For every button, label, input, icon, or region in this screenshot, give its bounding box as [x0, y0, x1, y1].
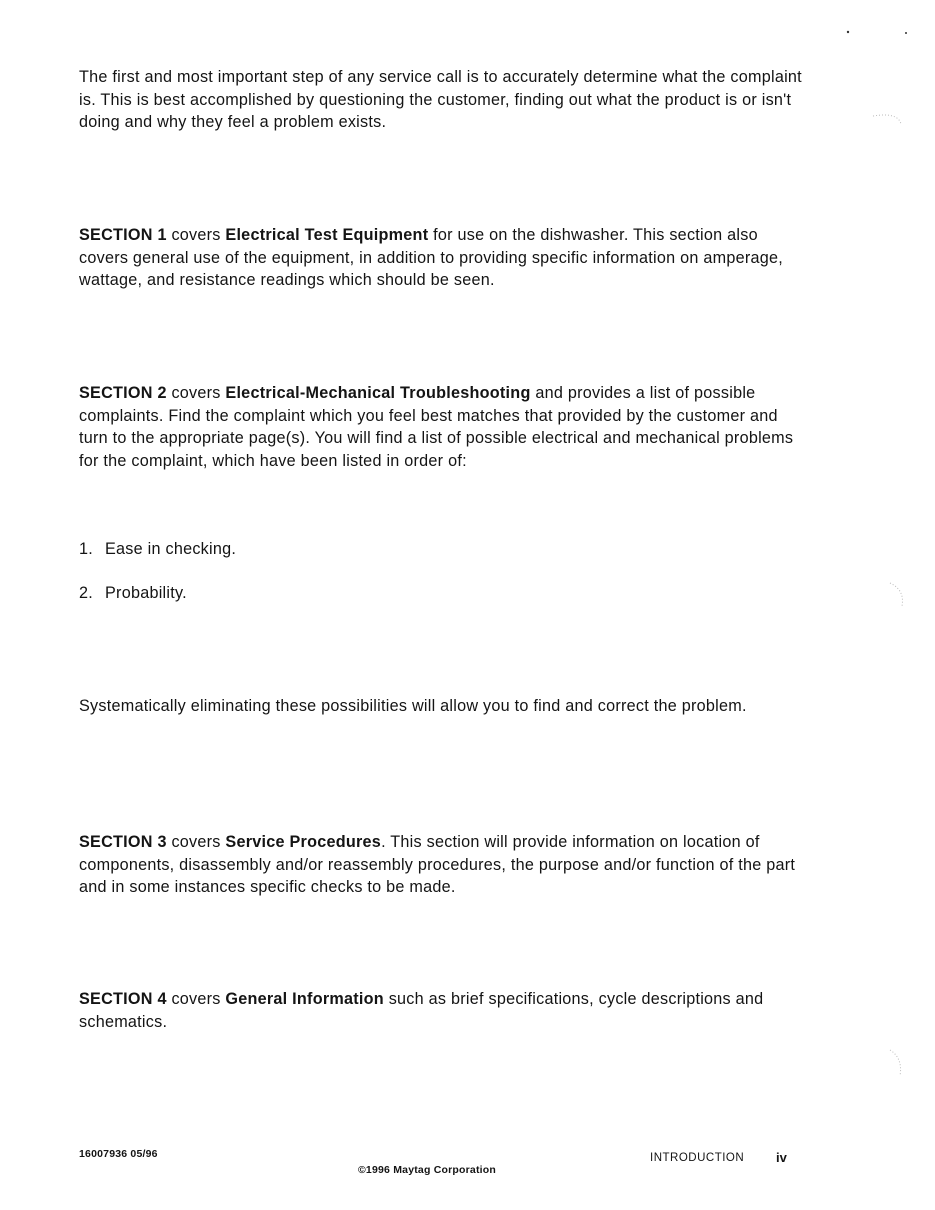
section-1-text: for use on the dishwasher. This section also covers general use of the equipment, in addition to providing specific information on amperage, wattage, and resistance readings which should be seen. — [79, 226, 784, 289]
section-4-text: such as brief specifications, cycle descriptions and schematics. — [79, 990, 764, 1031]
section-4-label: SECTION 4 — [79, 990, 167, 1008]
section-2-verb: covers — [166, 384, 226, 402]
intro-paragraph: The first and most important step of any service call is to accurately determine what the complaint is. This is best accomplished by questioning the customer, finding out what the product is or isn't doing and why they feel a problem exists. — [79, 68, 802, 131]
list-item-number: 1. — [79, 540, 94, 558]
section-3-text: . This section will provide information on location of components, disassembly and/or reassembly procedures, the purpose and/or function of the part and in some instances specific checks to be made. — [79, 833, 796, 896]
footer-section-name: INTRODUCTION — [650, 1152, 745, 1164]
footer-doc-number: 16007936 05/96 — [79, 1148, 158, 1160]
conclusion-paragraph: Systematically eliminating these possibilities will allow you to find and correct the problem. — [79, 697, 747, 715]
list-item-text: Probability. — [105, 584, 187, 602]
section-1-verb: covers — [166, 226, 226, 244]
list-item-text: Ease in checking. — [105, 540, 237, 558]
footer-page-number: iv — [776, 1150, 787, 1165]
section-4-title: General Information — [225, 990, 384, 1008]
list-item-number: 2. — [79, 584, 94, 602]
section-2-label: SECTION 2 — [79, 384, 167, 402]
section-1-title: Electrical Test Equipment — [225, 226, 429, 244]
section-2-text: and provides a list of possible complaints. Find the complaint which you feel best matches that provided by the customer and turn to the appropriate page(s). You will find a list of possible electrical and mechanical problems for the complaint, which have been listed in order of: — [79, 384, 794, 470]
section-3-verb: covers — [166, 833, 226, 851]
footer-copyright: ©1996 Maytag Corporation — [358, 1164, 496, 1176]
section-1-label: SECTION 1 — [79, 226, 167, 244]
section-3-label: SECTION 3 — [79, 833, 167, 851]
section-3-title: Service Procedures — [225, 833, 382, 851]
section-2-title: Electrical-Mechanical Troubleshooting — [225, 384, 531, 402]
section-4-verb: covers — [166, 990, 226, 1008]
